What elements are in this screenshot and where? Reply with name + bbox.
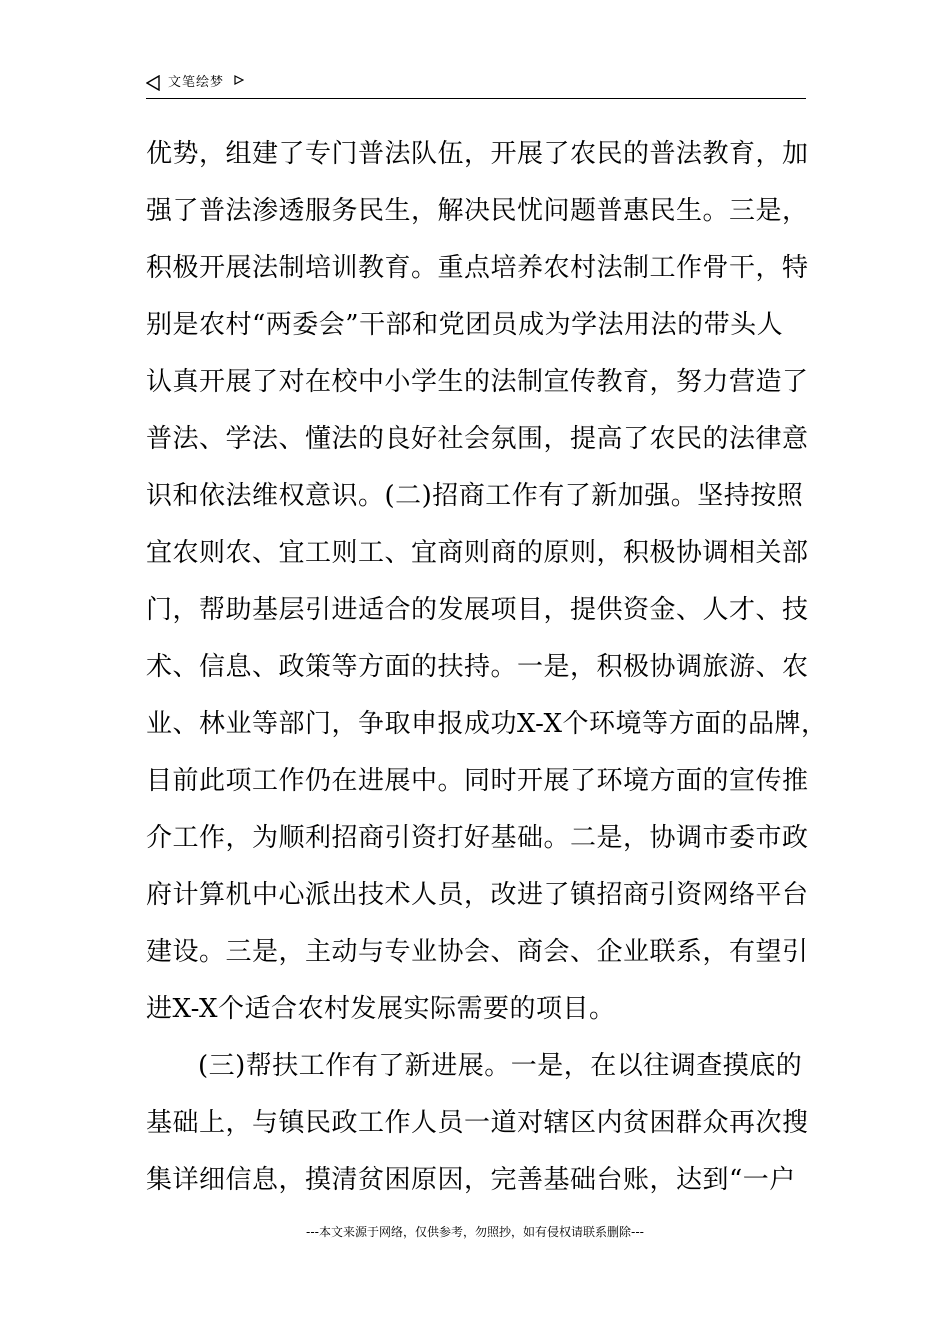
footer-notice: ---本文来源于网络，仅供参考，勿照抄，如有侵权请联系删除--- xyxy=(306,1225,644,1239)
text-line: 集详细信息，摸清贫困原因，完善基础台账，达到“一户 xyxy=(146,1165,796,1195)
triangle-right-icon xyxy=(234,75,244,85)
text-line: 术、信息、政策等方面的扶持。一是，积极协调旅游、农 xyxy=(146,652,809,682)
text-line: 府计算机中心派出技术人员，改进了镇招商引资网络平台 xyxy=(146,880,809,910)
text-line: 业、林业等部门，争取申报成功X-X个环境等方面的品牌， xyxy=(146,709,828,739)
text-line: 目前此项工作仍在进展中。同时开展了环境方面的宣传推 xyxy=(146,766,809,796)
text-line: 宜农则农、宜工则工、宜商则商的原则，积极协调相关部 xyxy=(146,538,809,568)
text-line: 认真开展了对在校中小学生的法制宣传教育，努力营造了 xyxy=(146,367,809,397)
text-line: 强了普法渗透服务民生，解决民忧问题普惠民生。三是， xyxy=(146,196,809,226)
text-line: 基础上，与镇民政工作人员一道对辖区内贫困群众再次搜 xyxy=(146,1108,809,1138)
text-line: 介工作，为顺利招商引资打好基础。二是，协调市委市政 xyxy=(146,823,809,853)
triangle-left-icon xyxy=(146,75,160,91)
paragraph-start-line: (三)帮扶工作有了新进展。一是，在以往调查摸底的 xyxy=(198,1051,803,1081)
text-line: 别是农村“两委会”干部和党团员成为学法用法的带头人 xyxy=(146,310,784,340)
text-line: 优势，组建了专门普法队伍，开展了农民的普法教育，加 xyxy=(146,139,809,169)
page-header xyxy=(146,72,806,99)
text-line: 积极开展法制培训教育。重点培养农村法制工作骨干，特 xyxy=(146,253,809,283)
text-line: 建设。三是，主动与专业协会、商会、企业联系，有望引 xyxy=(146,937,809,967)
header-brand: 文笔绘梦 xyxy=(168,75,225,90)
text-line: 进X-X个适合农村发展实际需要的项目。 xyxy=(146,994,616,1024)
text-line: 门，帮助基层引进适合的发展项目，提供资金、人才、技 xyxy=(146,595,809,625)
text-line: 识和依法维权意识。(二)招商工作有了新加强。坚持按照 xyxy=(146,481,804,511)
text-line: 普法、学法、懂法的良好社会氛围，提高了农民的法律意 xyxy=(146,424,809,454)
document-body xyxy=(146,126,828,1209)
